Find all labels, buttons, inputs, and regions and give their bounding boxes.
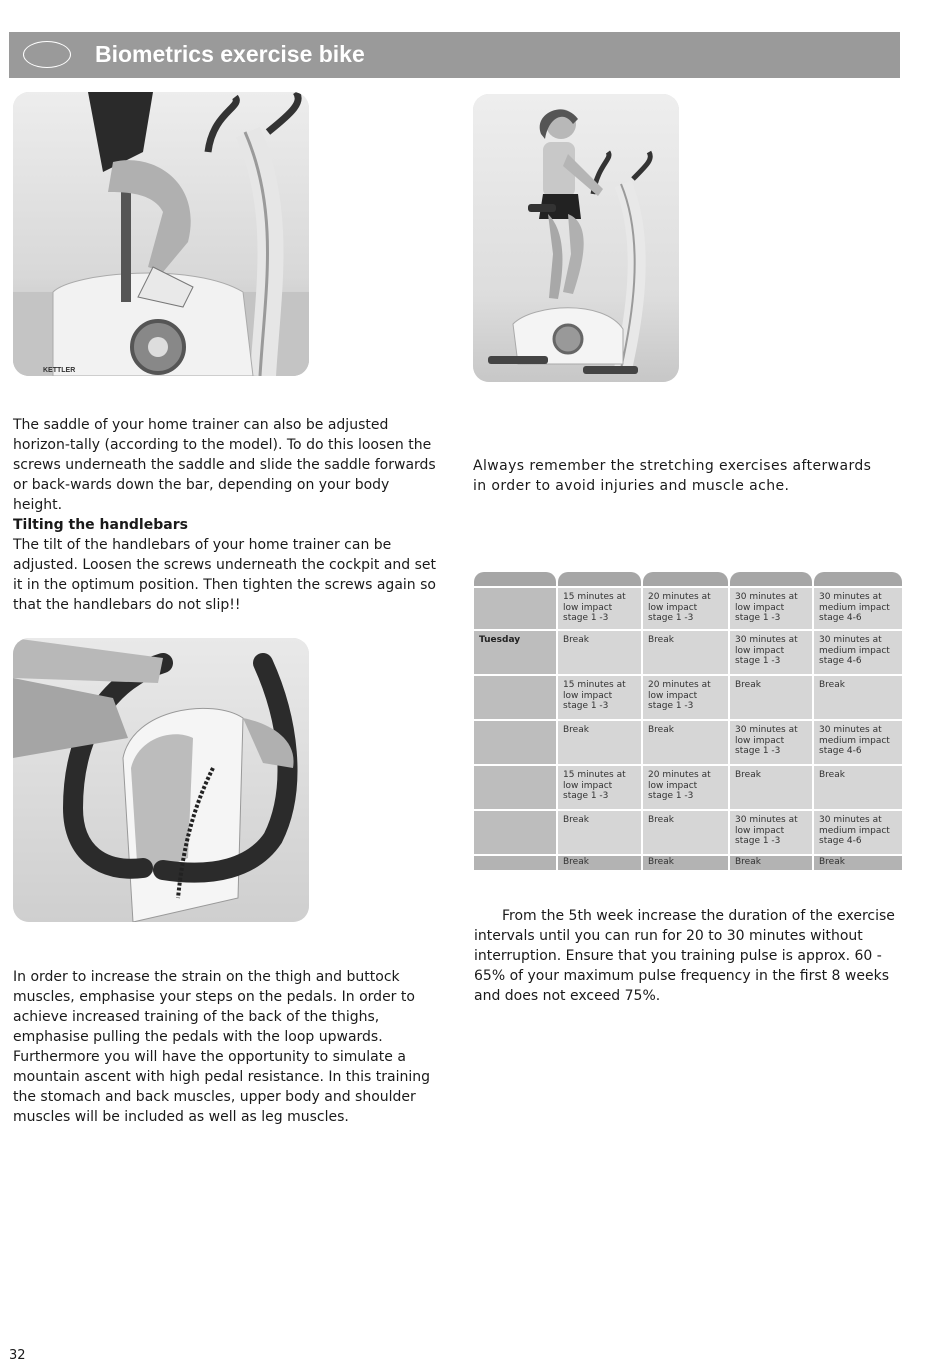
table-header-cell <box>643 572 728 586</box>
photo-woman-cycling <box>473 94 679 382</box>
table-cell: 15 minutes at low impact stage 1 -3 <box>558 766 641 809</box>
table-cell: Break <box>814 766 902 809</box>
tilt-section <box>13 515 443 615</box>
table-cell: 20 minutes at low impact stage 1 -3 <box>643 676 728 719</box>
saddle-paragraph-block <box>13 415 438 515</box>
strain-paragraph-1: In order to increase the strain on the thigh and buttock muscles, emphasise your steps on the pedals. In order to achieve increased training of the back of the thighs, emphasise pulling the pedals with the loop upwards. <box>13 969 415 1045</box>
table-cell: Break <box>730 856 812 870</box>
page-title: Biometrics exercise bike <box>95 41 365 67</box>
table-cell: 20 minutes at low impact stage 1 -3 <box>643 766 728 809</box>
table-header-cell <box>730 572 812 586</box>
table-cell: 30 minutes at low impact stage 1 -3 <box>730 588 812 629</box>
table-cell: Break <box>643 721 728 764</box>
table-cell: 15 minutes at low impact stage 1 -3 <box>558 676 641 719</box>
table-cell: Break <box>558 811 641 854</box>
table-cell: 30 minutes at low impact stage 1 -3 <box>730 631 812 674</box>
table-header-cell <box>474 572 556 586</box>
table-cell: 15 minutes at low impact stage 1 -3 <box>558 588 641 629</box>
table-day-cell <box>474 766 556 809</box>
table-day-cell: Tuesday <box>474 631 556 674</box>
table-cell: Break <box>643 631 728 674</box>
table-cell: Break <box>558 631 641 674</box>
strain-section <box>13 967 443 1127</box>
tilt-paragraph: The tilt of the handlebars of your home trainer can be adjusted. Loosen the screws underneath the cockpit and set it in the optimum position. Then tighten the screws again so that the handlebars do not slip!! <box>13 537 437 613</box>
header-oval-icon <box>23 41 71 68</box>
tilt-heading: Tilting the handlebars <box>13 517 188 533</box>
table-cell: Break <box>730 766 812 809</box>
table-cell: Break <box>730 676 812 719</box>
table-cell: 30 minutes at low impact stage 1 -3 <box>730 721 812 764</box>
photo-saddle-adjust <box>13 92 309 376</box>
training-schedule-table <box>474 572 902 870</box>
table-day-cell <box>474 856 556 870</box>
table-cell: 30 minutes at medium impact stage 4-6 <box>814 721 902 764</box>
table-day-cell <box>474 721 556 764</box>
table-cell: 30 minutes at medium impact stage 4-6 <box>814 631 902 674</box>
table-day-cell <box>474 676 556 719</box>
table-day-cell <box>474 588 556 629</box>
table-cell: Break <box>643 811 728 854</box>
strain-paragraph-2: Furthermore you will have the opportunity to simulate a mountain ascent with high pedal resistance. In this training the stomach and back muscles, upper body and shoulder muscles will be included as well as leg muscles. <box>13 1049 431 1125</box>
table-header-cell <box>558 572 641 586</box>
stretch-paragraph: Always remember the stretching exercises afterwards in order to avoid injuries and muscle ache. <box>473 458 872 494</box>
table-cell: Break <box>643 856 728 870</box>
brand-logo-text: KETTLER <box>43 367 76 374</box>
table-cell: Break <box>814 856 902 870</box>
page-header <box>9 32 900 78</box>
page-number: 32 <box>9 1348 26 1363</box>
week-paragraph-block <box>474 906 902 1006</box>
table-day-cell <box>474 811 556 854</box>
table-cell: 20 minutes at low impact stage 1 -3 <box>643 588 728 629</box>
table-cell: Break <box>558 856 641 870</box>
table-cell: Break <box>558 721 641 764</box>
table-cell: Break <box>814 676 902 719</box>
table-cell: 30 minutes at low impact stage 1 -3 <box>730 811 812 854</box>
table-header-cell <box>814 572 902 586</box>
table-cell: 30 minutes at medium impact stage 4-6 <box>814 588 902 629</box>
saddle-paragraph: The saddle of your home trainer can also be adjusted horizon-tally (according to the model). To do this loosen the screws underneath the saddle and slide the saddle forwards or back-wards down the bar, depending on your body height. <box>13 417 436 513</box>
week-paragraph: From the 5th week increase the duration of the exercise intervals until you can run for 20 to 30 minutes without interruption. Ensure that you training pulse is approx. 60 - 65% of your maximum pulse frequency in the first 8 weeks and does not exceed 75%. <box>474 908 895 1004</box>
photo-handlebars <box>13 638 309 922</box>
stretch-paragraph-block <box>473 456 883 496</box>
table-cell: 30 minutes at medium impact stage 4-6 <box>814 811 902 854</box>
